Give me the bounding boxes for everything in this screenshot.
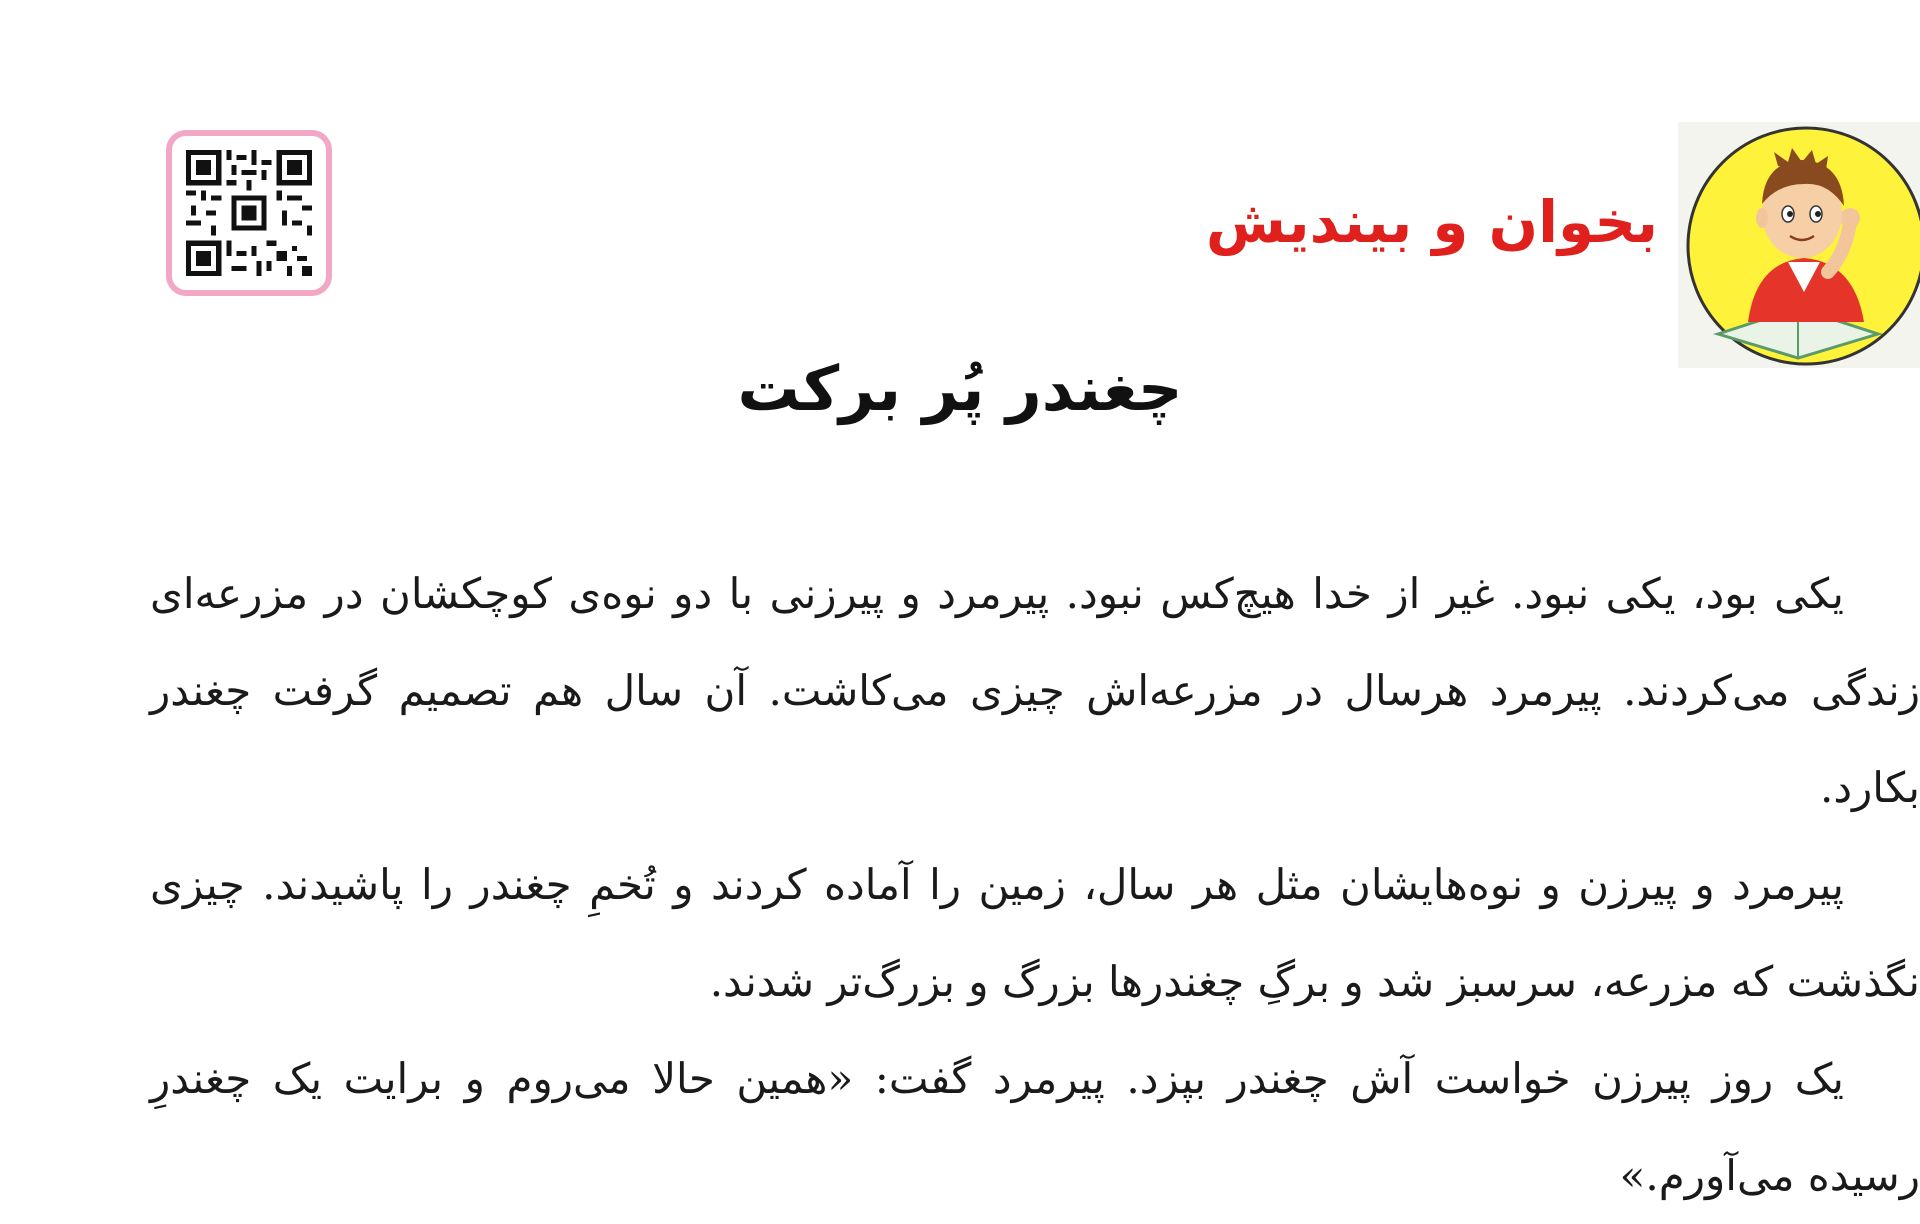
section-heading: بخوان و بیندیش — [1205, 188, 1658, 256]
thinking-boy-illustration — [1678, 122, 1920, 368]
qr-code-icon — [186, 150, 312, 276]
thinking-boy-icon — [1678, 122, 1920, 368]
story-paragraph-3: یک روز پیرزن خواست آش چغندر بپزد. پیرمرد گفت: «همین حالا می‌روم و برایت یک چغندرِ رسیده می‌آورم.» — [150, 1054, 1920, 1200]
story-title: چغندر پُر برکت — [737, 352, 1183, 425]
story-body — [150, 545, 1920, 1224]
story-paragraph-2: پیرمرد و پیرزن و نوه‌هایشان مثل هر سال، زمین را آماده کردند و تُخمِ چغندر را پاشیدند. چیزی نگذشت که مزرعه، سرسبز شد و برگِ چغندرها بزرگ و بزرگ‌تر شدند. — [150, 860, 1920, 1006]
story-paragraph-1: یکی بود، یکی نبود. غیر از خدا هیچ‌کس نبود. پیرمرد و پیرزنی با دو نوه‌ی کوچکشان در مزرعه‌ای زندگی می‌کردند. پیرمرد هرسال در مزرعه‌اش چیزی می‌کاشت. آن سال هم تصمیم گرفت چغندر بکارد. — [150, 569, 1920, 812]
qr-code-box[interactable] — [166, 130, 332, 296]
